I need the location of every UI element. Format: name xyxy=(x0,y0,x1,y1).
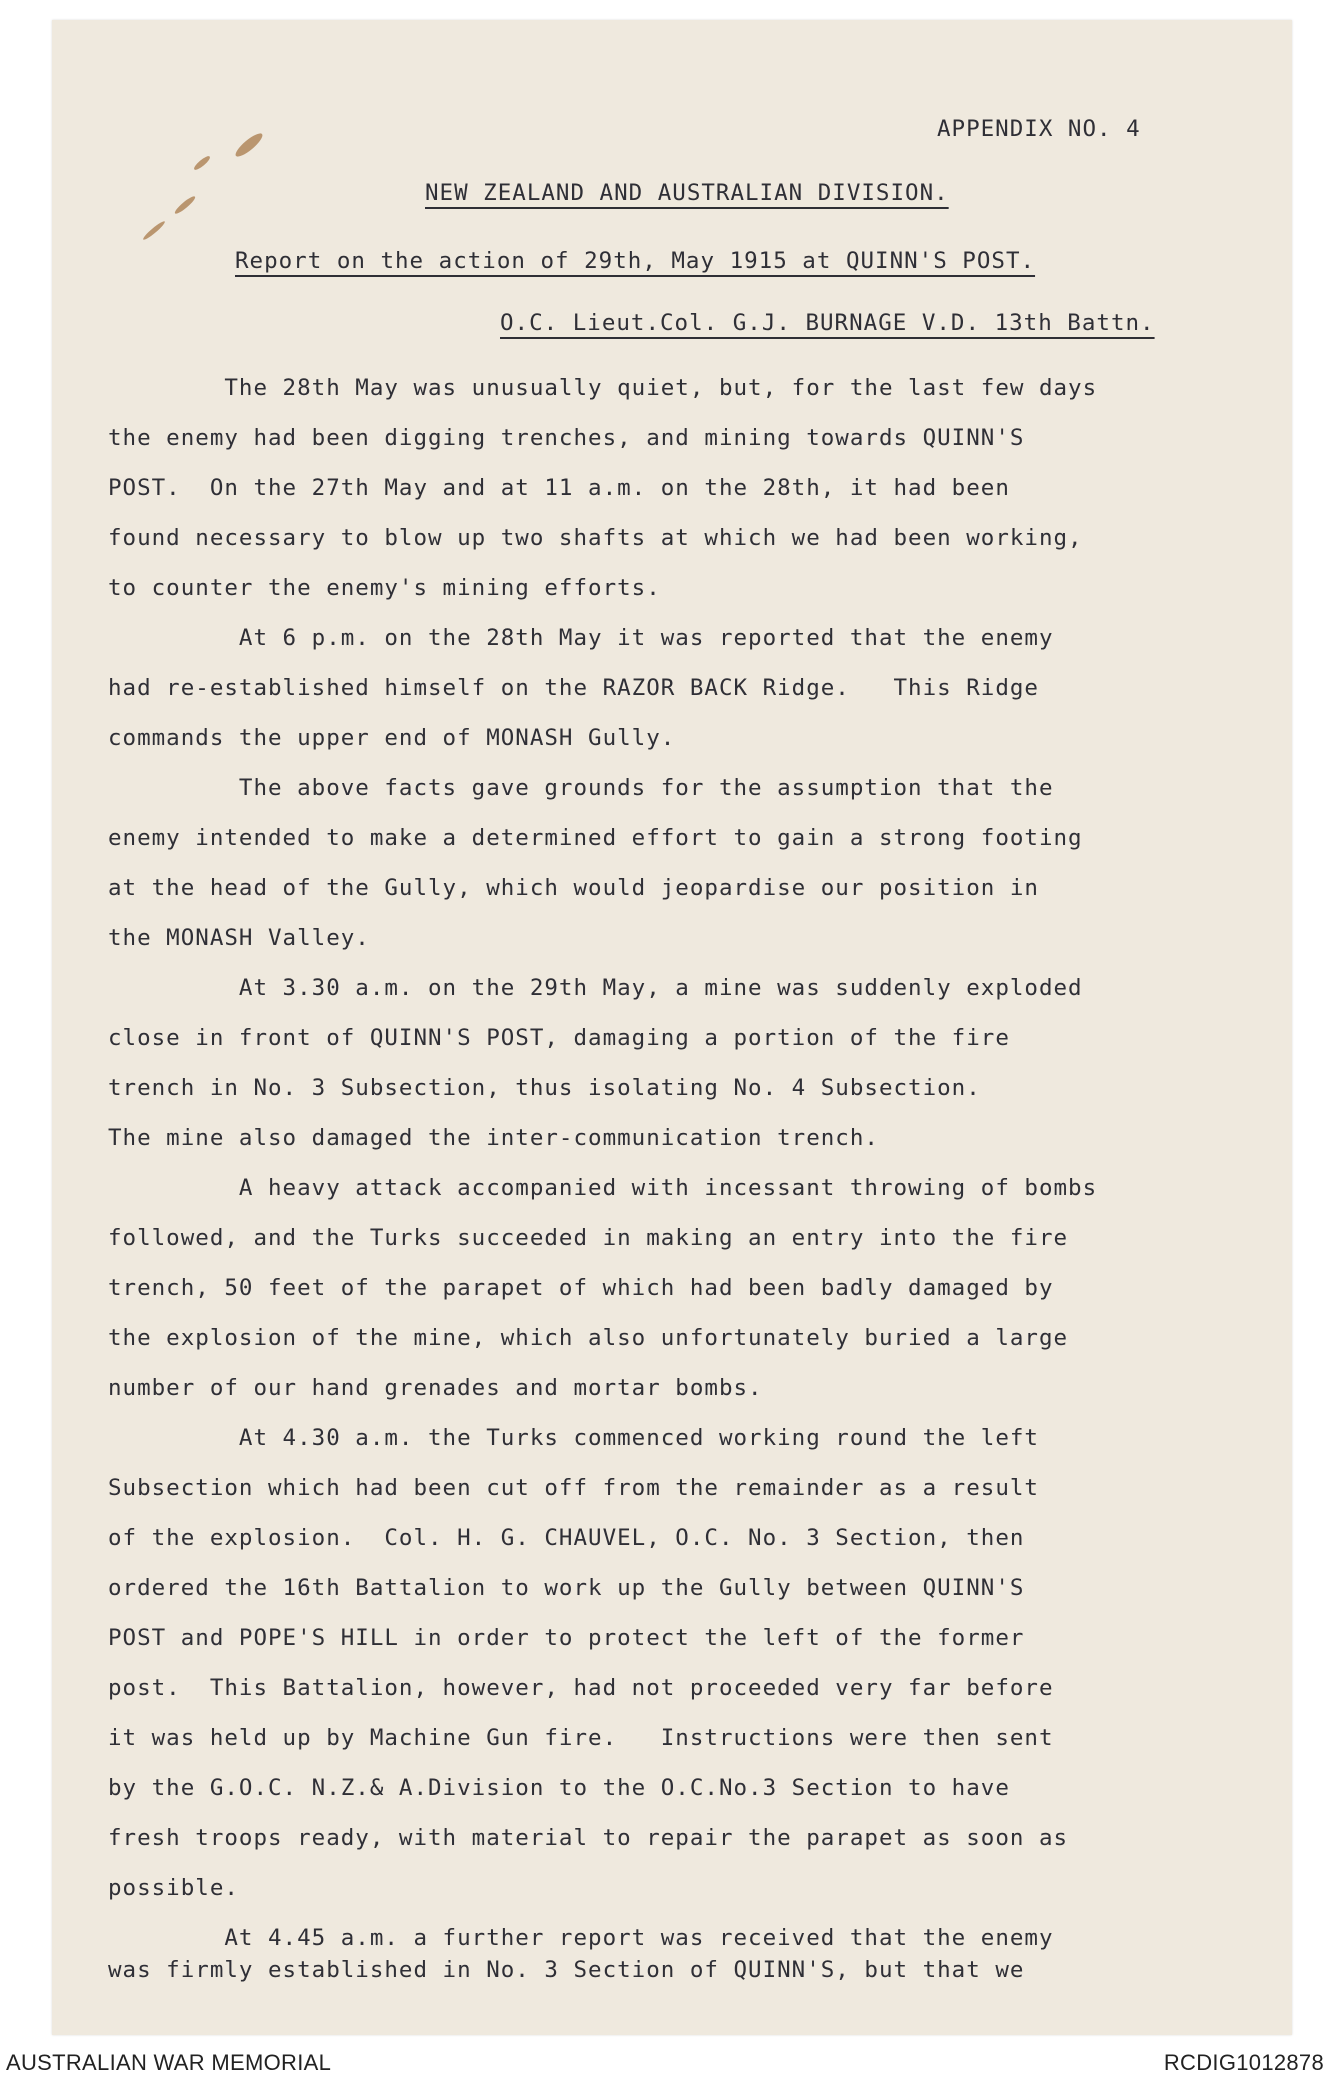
body-line: commands the upper end of MONASH Gully. xyxy=(108,725,676,751)
body-line: possible. xyxy=(108,1875,239,1901)
appendix-label: APPENDIX NO. 4 xyxy=(937,116,1141,142)
body-line: by the G.O.C. N.Z.& A.Division to the O.C.No.3 Section to have xyxy=(108,1775,1010,1801)
ink-stain-mark xyxy=(142,220,167,242)
body-line: POST and POPE'S HILL in order to protect the left of the former xyxy=(108,1625,1025,1651)
body-line: the enemy had been digging trenches, and mining towards QUINN'S xyxy=(108,425,1025,451)
body-line: fresh troops ready, with material to repair the parapet as soon as xyxy=(108,1825,1069,1851)
body-line: number of our hand grenades and mortar bombs. xyxy=(108,1375,763,1401)
body-line: ordered the 16th Battalion to work up the Gully between QUINN'S xyxy=(108,1575,1025,1601)
footer-institution: AUSTRALIAN WAR MEMORIAL xyxy=(6,2050,332,2075)
body-line: was firmly established in No. 3 Section of QUINN'S, but that we xyxy=(108,1957,1025,1983)
ink-stain-mark xyxy=(192,154,211,171)
body-line: POST. On the 27th May and at 11 a.m. on the 28th, it had been xyxy=(108,475,1010,501)
body-line: post. This Battalion, however, had not proceeded very far before xyxy=(108,1675,1054,1701)
body-line: of the explosion. Col. H. G. CHAUVEL, O.C. No. 3 Section, then xyxy=(108,1525,1025,1551)
body-line: trench, 50 feet of the parapet of which had been badly damaged by xyxy=(108,1275,1054,1301)
body-line: At 4.45 a.m. a further report was received that the enemy xyxy=(108,1925,1054,1951)
body-line: found necessary to blow up two shafts at which we had been working, xyxy=(108,525,1083,551)
document-page xyxy=(52,20,1292,2035)
body-line: The above facts gave grounds for the assumption that the xyxy=(108,775,1054,801)
officer-line: O.C. Lieut.Col. G.J. BURNAGE V.D. 13th Battn. xyxy=(500,310,1155,336)
ink-stain-mark xyxy=(173,194,197,215)
body-line: At 3.30 a.m. on the 29th May, a mine was suddenly exploded xyxy=(108,975,1083,1001)
body-line: At 6 p.m. on the 28th May it was reported that the enemy xyxy=(108,625,1054,651)
body-line: The mine also damaged the inter-communication trench. xyxy=(108,1125,879,1151)
body-line: Subsection which had been cut off from the remainder as a result xyxy=(108,1475,1039,1501)
body-line: close in front of QUINN'S POST, damaging a portion of the fire xyxy=(108,1025,1010,1051)
body-line: had re-established himself on the RAZOR BACK Ridge. This Ridge xyxy=(108,675,1039,701)
report-title: Report on the action of 29th, May 1915 at QUINN'S POST. xyxy=(235,248,1036,274)
body-line: to counter the enemy's mining efforts. xyxy=(108,575,661,601)
body-line: At 4.30 a.m. the Turks commenced working round the left xyxy=(108,1425,1039,1451)
body-line: A heavy attack accompanied with incessant throwing of bombs xyxy=(108,1175,1098,1201)
ink-stain-mark xyxy=(233,130,265,160)
body-line: at the head of the Gully, which would jeopardise our position in xyxy=(108,875,1039,901)
body-line: The 28th May was unusually quiet, but, for the last few days xyxy=(108,375,1098,401)
body-line: trench in No. 3 Subsection, thus isolating No. 4 Subsection. xyxy=(108,1075,981,1101)
body-line: the MONASH Valley. xyxy=(108,925,370,951)
division-heading: NEW ZEALAND AND AUSTRALIAN DIVISION. xyxy=(425,180,949,206)
footer-record-id: RCDIG1012878 xyxy=(1163,2050,1324,2075)
body-line: followed, and the Turks succeeded in making an entry into the fire xyxy=(108,1225,1069,1251)
body-line: enemy intended to make a determined effort to gain a strong footing xyxy=(108,825,1083,851)
body-line: it was held up by Machine Gun fire. Instructions were then sent xyxy=(108,1725,1054,1751)
body-line: the explosion of the mine, which also unfortunately buried a large xyxy=(108,1325,1069,1351)
